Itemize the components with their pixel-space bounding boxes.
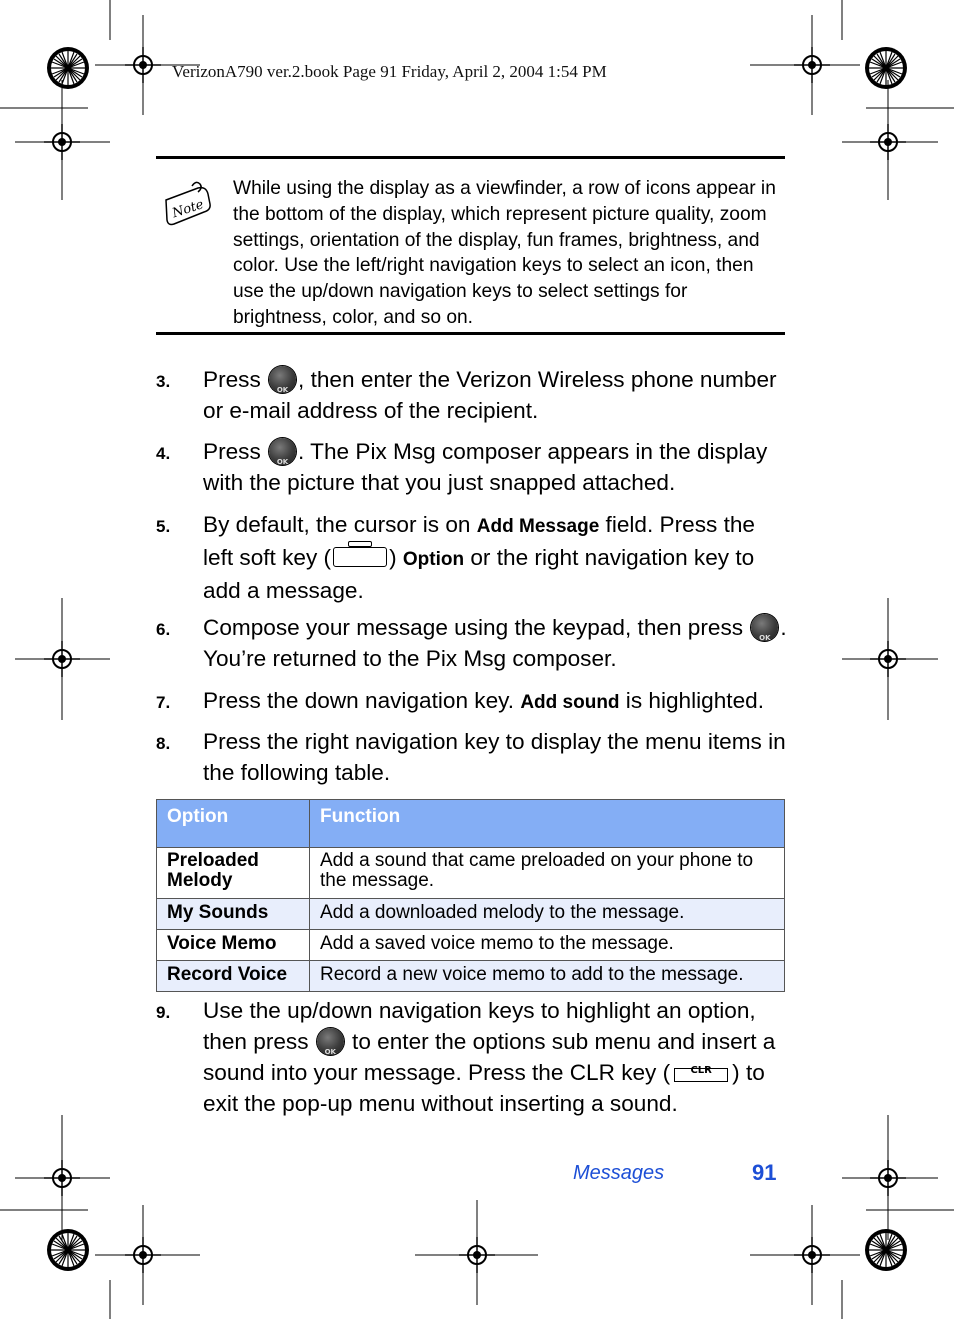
- step-text: By default, the cursor is on Add Message field. Press the left soft key ( ) Option or the right navigation key to add a message.: [203, 512, 755, 603]
- column-header-option: Option: [157, 800, 310, 848]
- option-cell: Preloaded Melody: [157, 848, 310, 899]
- registration-star-icon: [47, 1229, 89, 1271]
- step-7: [156, 685, 788, 718]
- note-top-rule: [156, 156, 785, 159]
- step-9: [156, 995, 788, 1119]
- ui-label-add-message: Add Message: [476, 516, 600, 537]
- note-bottom-rule: [156, 332, 785, 335]
- ok-key-icon: [317, 1028, 344, 1055]
- table-row: [157, 899, 785, 930]
- step-number: 5.: [156, 517, 171, 536]
- column-header-function: Function: [310, 800, 785, 848]
- ui-label-option: Option: [402, 549, 465, 570]
- step-text: Press OK, then enter the Verizon Wireless phone number or e-mail address of the recipient.: [203, 364, 788, 426]
- ok-key-icon: [269, 438, 296, 465]
- table-row: [157, 930, 785, 961]
- ok-key-icon: [751, 614, 778, 641]
- step-number: 4.: [156, 444, 171, 463]
- step-text: Use the up/down navigation keys to highlight an option, then press OK to enter the options sub menu and insert a sound into your message. Press the CLR key ( CLR ) to exit the pop-up menu without inserting a sound.: [203, 995, 788, 1119]
- option-cell: Record Voice: [157, 961, 310, 992]
- step-number: 6.: [156, 620, 171, 639]
- step-8: [156, 726, 788, 788]
- step-6: [156, 612, 788, 674]
- step-number: 3.: [156, 372, 171, 391]
- function-cell: Add a downloaded melody to the message.: [310, 899, 785, 930]
- step-number: 7.: [156, 693, 171, 712]
- step-3: [156, 364, 788, 426]
- note-icon: [162, 180, 214, 230]
- step-4: [156, 436, 788, 498]
- step-text: Press the down navigation key. Add sound is highlighted.: [203, 688, 764, 713]
- page-number: 91: [752, 1160, 777, 1185]
- option-cell: Voice Memo: [157, 930, 310, 961]
- step-text: Press the right navigation key to display the menu items in the following table.: [203, 729, 786, 785]
- step-text: Compose your message using the keypad, then press OK. You’re returned to the Pix Msg composer.: [203, 612, 788, 674]
- function-cell: Add a sound that came preloaded on your phone to the message.: [310, 848, 785, 899]
- sound-options-table: [156, 799, 785, 992]
- table-row: [157, 848, 785, 899]
- left-soft-key-icon: [333, 547, 387, 567]
- step-number: 9.: [156, 1003, 171, 1022]
- function-cell: Add a saved voice memo to the message.: [310, 930, 785, 961]
- step-5: [156, 509, 788, 606]
- svg-text:Note: Note: [170, 197, 206, 222]
- table-row: [157, 961, 785, 992]
- footer-section-title: Messages: [573, 1162, 665, 1184]
- step-number: 8.: [156, 734, 171, 753]
- registration-star-icon: [865, 1229, 907, 1271]
- ui-label-add-sound: Add sound: [520, 692, 620, 713]
- ok-key-icon: [269, 366, 296, 393]
- note-text: While using the display as a viewfinder, a row of icons appear in the bottom of the display, which represent picture quality, zoom settings, orientation of the display, fun frames, brightness, and color. Use the left/right navigation keys to select an icon, then use the up/down navigation keys to select settings for brightness, color, and so on.: [233, 178, 776, 328]
- registration-star-icon: [47, 47, 89, 89]
- function-cell: Record a new voice memo to add to the message.: [310, 961, 785, 992]
- clr-key-icon: CLR: [674, 1068, 728, 1082]
- step-text: Press OK. The Pix Msg composer appears in the display with the picture that you just snapped attached.: [203, 436, 788, 498]
- table-header-row: [157, 800, 785, 848]
- book-info-header: VerizonA790 ver.2.book Page 91 Friday, April 2, 2004 1:54 PM: [172, 62, 607, 81]
- option-cell: My Sounds: [157, 899, 310, 930]
- registration-star-icon: [865, 47, 907, 89]
